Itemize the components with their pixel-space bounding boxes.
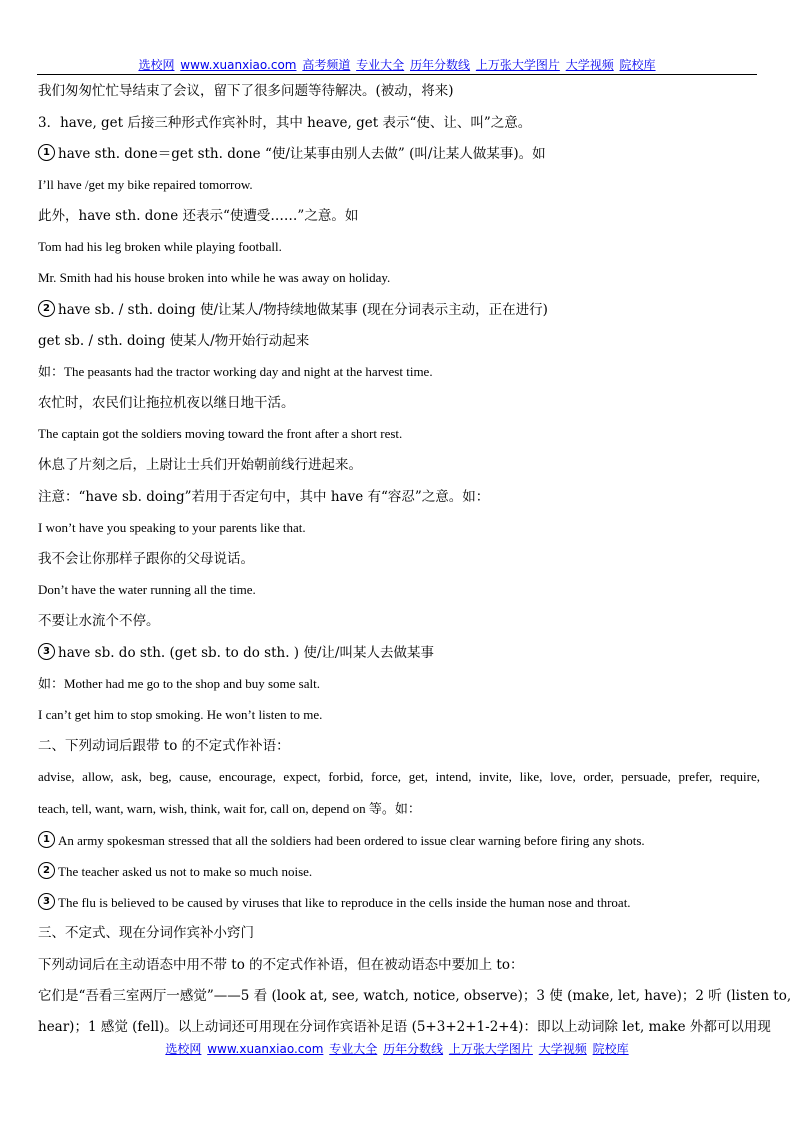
text-line: Tom had his leg broken while playing football. — [38, 239, 282, 254]
text-content: have sb. / sth. doing 使/让某人/物持续地做某事 (现在分词表示主动，正在进行) — [58, 302, 548, 318]
text-line: 农忙时，农民们让拖拉机夜以继日地干活。 — [38, 395, 295, 411]
text-line: hear)；1 感觉 (fell)。以上动词还可用现在分词作宾语补足语 (5+3+2+1-2+4)：即以上动词除 let, make 外都可以用现 — [38, 1019, 771, 1035]
text-content: The teacher asked us not to make so much noise. — [58, 864, 313, 879]
circled-number-badge: 2 — [38, 862, 55, 879]
circled-number-badge: 3 — [38, 893, 55, 910]
text-line: advise, allow, ask, beg, cause, encourage, expect, forbid, force, get, intend, invite, like, love, order, persuade, prefer, require, — [38, 769, 760, 784]
footer-link-majors[interactable]: 专业大全 — [329, 1042, 378, 1056]
circled-number-badge: 2 — [38, 300, 55, 317]
text-content: The flu is believed to be caused by viruses that like to reproduce in the cells inside the human nose and throat. — [58, 895, 631, 910]
page-footer — [0, 1041, 794, 1057]
text-content: An army spokesman stressed that all the soldiers had been ordered to issue clear warning before firing any shots. — [58, 833, 645, 848]
text-line — [38, 144, 760, 163]
circled-number-badge: 1 — [38, 144, 55, 161]
section-heading: 三、不定式、现在分词作宾补小窍门 — [38, 925, 254, 941]
circled-number-badge: 1 — [38, 831, 55, 848]
text-line: 如：The peasants had the tractor working day and night at the harvest time. — [38, 364, 433, 379]
footer-link-scores[interactable]: 历年分数线 — [383, 1042, 444, 1056]
text-line: 3．have, get 后接三种形式作宾补时，其中 heave, get 表示“使、让、叫”之意。 — [38, 115, 532, 131]
header-link-website[interactable]: www.xuanxiao.com — [180, 58, 297, 72]
header-link-photos[interactable]: 上万张大学图片 — [475, 58, 560, 72]
text-line: 如：Mother had me go to the shop and buy some salt. — [38, 676, 320, 691]
circled-number-badge: 3 — [38, 643, 55, 660]
footer-link-videos[interactable]: 大学视频 — [538, 1042, 587, 1056]
text-line — [38, 862, 760, 881]
text-line: I can’t get him to stop smoking. He won’t listen to me. — [38, 707, 323, 722]
header-link-gaokao[interactable]: 高考频道 — [302, 58, 351, 72]
header-divider — [37, 74, 757, 75]
text-line: 我们匆匆忙忙导结束了会议，留下了很多问题等待解决。(被动，将来) — [38, 83, 454, 99]
text-line: The captain got the soldiers moving toward the front after a short rest. — [38, 426, 403, 441]
text-content: have sth. done＝get sth. done “使/让某事由别人去做” (叫/让某人做某事)。如 — [58, 146, 546, 162]
footer-link-website[interactable]: www.xuanxiao.com — [207, 1042, 324, 1056]
text-line — [38, 893, 760, 912]
text-line: 休息了片刻之后，上尉让士兵们开始朝前线行进起来。 — [38, 457, 362, 473]
header-link-xuanxiao[interactable]: 选校网 — [138, 58, 175, 72]
text-line: 不要让水流个不停。 — [38, 613, 160, 629]
text-line: I won’t have you speaking to your parents like that. — [38, 520, 306, 535]
footer-link-xuanxiao[interactable]: 选校网 — [165, 1042, 202, 1056]
text-line: get sb. / sth. doing 使某人/物开始行动起来 — [38, 333, 310, 349]
header-link-schools[interactable]: 院校库 — [619, 58, 656, 72]
text-line: 注意：“have sb. doing”若用于否定句中，其中 have 有“容忍”之意。如： — [38, 489, 490, 505]
section-heading: 二、下列动词后跟带 to 的不定式作补语： — [38, 738, 290, 754]
text-line: 它们是“吾看三室两厅一感觉”——5 看 (look at, see, watch, notice, observe)；3 使 (make, let, have)；2 听 (listen to, — [38, 988, 792, 1004]
header-link-scores[interactable]: 历年分数线 — [410, 58, 471, 72]
text-line: 此外，have sth. done 还表示“使遭受……”之意。如 — [38, 208, 359, 224]
text-line: 我不会让你那样子跟你的父母说话。 — [38, 551, 254, 567]
header-link-videos[interactable]: 大学视频 — [565, 58, 614, 72]
text-line: 下列动词后在主动语态中用不带 to 的不定式作补语，但在被动语态中要加上 to： — [38, 957, 524, 973]
text-content: have sb. do sth. (get sb. to do sth. ) 使/让/叫某人去做某事 — [58, 645, 434, 661]
text-line — [38, 300, 760, 319]
text-line: Don’t have the water running all the time. — [38, 582, 256, 597]
text-line: I’ll have /get my bike repaired tomorrow. — [38, 177, 253, 192]
text-line: Mr. Smith had his house broken into while he was away on holiday. — [38, 270, 391, 285]
header-link-majors[interactable]: 专业大全 — [356, 58, 405, 72]
text-line — [38, 643, 760, 662]
footer-link-schools[interactable]: 院校库 — [592, 1042, 629, 1056]
text-line — [38, 831, 760, 850]
text-line: teach, tell, want, warn, wish, think, wait for, call on, depend on 等。如： — [38, 801, 421, 816]
footer-link-photos[interactable]: 上万张大学图片 — [448, 1042, 533, 1056]
page-header — [0, 57, 794, 73]
